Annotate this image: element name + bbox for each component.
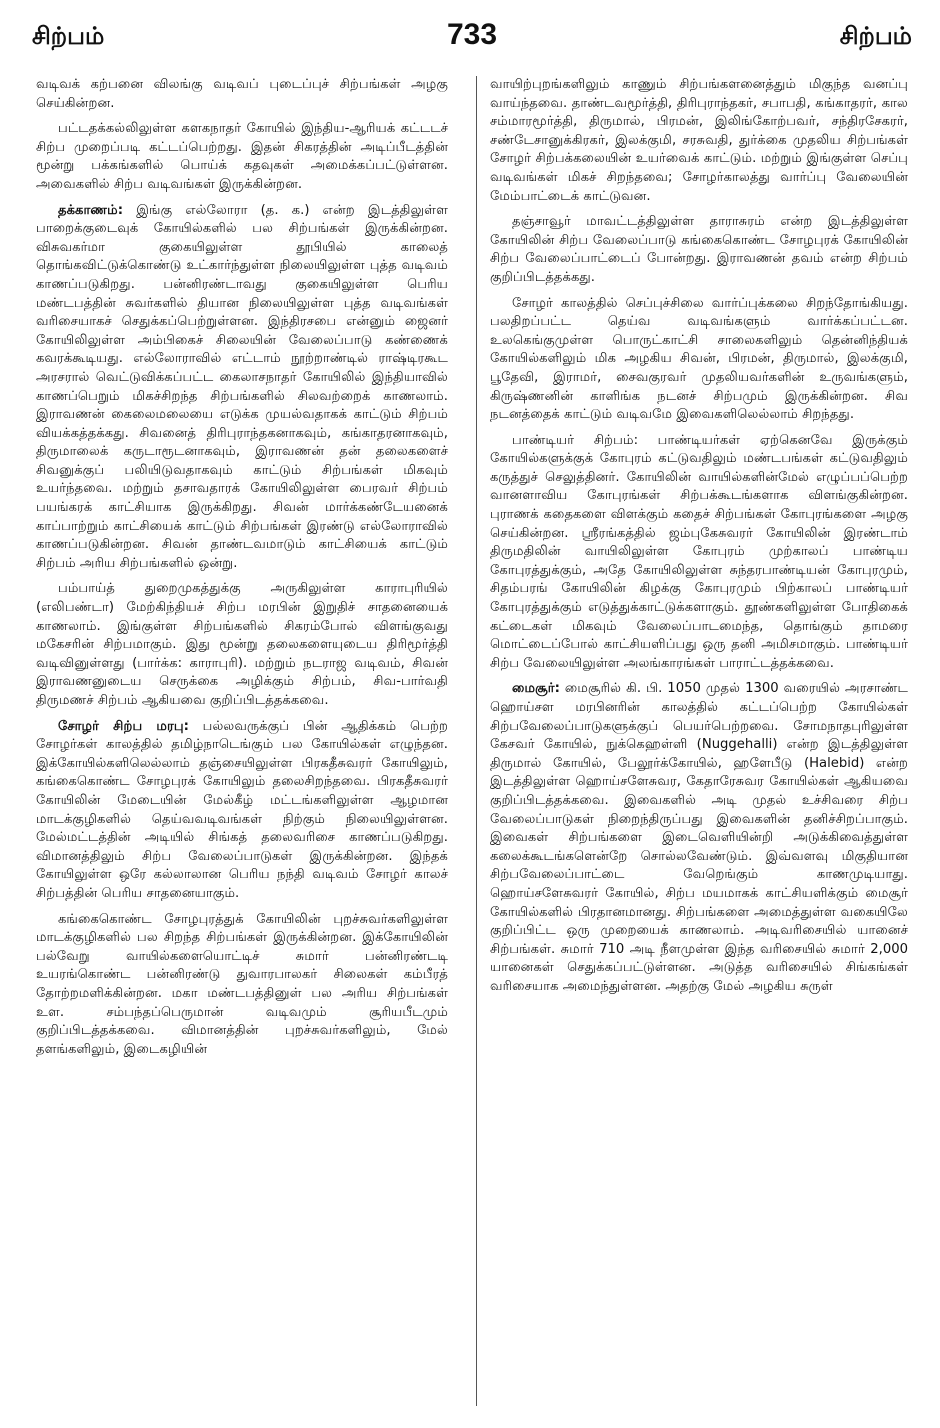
- paragraph: [36, 120, 448, 194]
- header-left-title: சிற்பம்: [32, 22, 105, 50]
- paragraph-text: இங்கு எல்லோரா (த. க.) என்ற இடத்திலுள்ள பாறைக்குடைவுக் கோயில்களில் பல சிற்பங்கள் இருக்கின்றன. விசுவகர்மா குகையிலுள்ள தூபியில் காலைத் தொங்கவிட்டுக்கொண்டு உட்கார்ந்துள்ள நிலையிலுள்ள புத்த வடிவம் காணப்படுகிறது. பன்னிரண்டாவது குகையிலுள்ள பெரிய மண்டபத்தின் சுவர்களில் தியான நிலையிலுள்ள புத்த வடிவங்கள் வரிசையாகச் செதுக்கப்பெற்றுள்ளன. இந்திரசபை என்னும் ஜைனர் கோயிலிலுள்ள அம்பிகைச் சிலையின் வேலைப்பாடு கண்ணைக் கவரக்கூடியது. எல்லோராவில் எட்டாம் நூற்றாண்டில் ராஷ்டிரகூட அரசரால் வெட்டுவிக்கப்பட்ட கைலாசநாதர் கோயிலில் இந்தியாவில் காணப்பெறும் மிகச்சிறந்த சிற்பங்களில் சிலவற்றைக் காணலாம். இராவணன் கைலைமலையை எடுக்க முயல்வதாகக் காட்டும் சிற்பம் வியக்கத்தக்கது. சிவனைத் திரிபுராந்தகனாகவும், கங்காதரனாகவும், திருமாலைக் கருடாரூடனாகவும், இராவணன் தன் தலைகளைச் சிவனுக்குப் பலியிடுவதாகவும் காட்டும் சிற்பங்கள் மிகவும் உயர்ந்தவை. மற்றும் தசாவதாரக் கோயிலிலுள்ள பைரவர் சிற்பம் பயங்கரக் காட்சியாக இருக்கிறது. சிவன் மார்க்கண்டேயனைக் காப்பாற்றும் காட்சியைக் காட்டும் சிற்பங்கள் இரண்டு எல்லோராவில் காணப்படுகின்றன. சிவன் தாண்டவமாடும் காட்சியைக் காட்டும் சிற்பம் அரிய சிற்பங்களில் ஒன்று.: [36, 202, 448, 571]
- paragraph: [490, 295, 908, 425]
- paragraph-text: தஞ்சாவூர் மாவட்டத்திலுள்ள தாராசுரம் என்ற இடத்திலுள்ள கோயிலின் சிற்ப வேலைப்பாடு கங்கைகொண்ட சோழபுரக் கோயிலின் சிற்ப வேலைப்பாட்டைப் போன்றது. இராவணன் தவம் என்ற சிற்பம் குறிப்பிடத்தக்கது.: [490, 214, 908, 285]
- right-column: [490, 76, 908, 1004]
- page-number: 733: [446, 18, 498, 51]
- paragraph: [490, 213, 908, 287]
- header-right-title: சிற்பம்: [839, 22, 912, 50]
- paragraph-text: சோழர் காலத்தில் செப்புச்சிலை வார்ப்புக்கலை சிறந்தோங்கியது. பலதிறப்பட்ட தெய்வ வடிவங்களும் வார்க்கப்பட்டன. உலகெங்குமுள்ள பொருட்காட்சி சாலைகளிலும் தென்னிந்தியக் கோயில்களிலும் மிக அழகிய சிவன், பிரமன், திருமால், இலக்குமி, பூதேவி, இராமர், சைவகுரவர் முதலியவர்களின் உருவங்களும், கிருஷ்ணனின் காளிங்க நடனச் சிற்பமும் இருக்கின்றன. சிவ நடனத்தைக் காட்டும் வடிவமே இவைகளிலெல்லாம் சிறந்தது.: [490, 295, 908, 423]
- paragraph-lead: தக்காணம்:: [58, 202, 124, 218]
- paragraph: [36, 580, 448, 710]
- page-header: [32, 18, 912, 62]
- paragraph-text: பம்பாய்த் துறைமுகத்துக்கு அருகிலுள்ள காராபுரியில் (எலிபண்டா) மேற்கிந்தியச் சிற்ப மரபின் இறுதிச் சாதனையைக் காணலாம். இங்குள்ள சிற்பங்களில் சிகரம்போல் விளங்குவது மகேசரின் சிற்பமாகும். இது மூன்று தலைகளையுடைய திரிமூர்த்தி வடிவினுள்ளது (பார்க்க: காராபுரி). மற்றும் நடராஜ வடிவம், சிவன் இராவணனுடைய செருக்கை அழிக்கும் சிற்பம், சிவ-பார்வதி திருமணச் சிற்பம் ஆகியவை குறிப்பிடத்தக்கவை.: [36, 581, 448, 708]
- paragraph: [36, 76, 448, 113]
- paragraph: [36, 718, 448, 904]
- paragraph-text: மைசூரில் கி. பி. 1050 முதல் 1300 வரையில் அரசாண்ட ஹொய்சள மரபினரின் காலத்தில் கட்டப்பெற்ற கோயில்கள் சிற்பவேலைப்பாடுகளுக்குப் பெயர்பெற்றவை. சோமநாதபுரிலுள்ள கேசவர் கோயில், நுக்கெஹள்ளி (Nuggehalli) என்ற இடத்திலுள்ள திருமால் கோயில், பேலூர்க்கோயில், ஹளேபீடு (Halebid) என்ற இடத்திலுள்ள ஹொய்சளேசுவர, கேதாரேசுவர கோயில்கள் ஆகியவை குறிப்பிடத்தக்கவை. இவைகளில் அடி முதல் உச்சிவரை சிற்ப வேலைப்பாடுகள் நிறைந்திருப்பது இவைகளின் தனிச்சிறப்பாகும். இவைகள் சிற்பங்களை இடைவெளியின்றி அடுக்கிவைத்துள்ள கலைக்கூடங்களென்றே சொல்லவேண்டும். இவ்வளவு மிகுதியான சிற்பவேலைப்பாட்டை வேறெங்கும் காணமுடியாது. ஹொய்சளேசுவரர் கோயில், சிற்ப மயமாகக் காட்சியளிக்கும் மைசூர் கோயில்களில் பிரதானமானது. சிற்பங்களை அமைத்துள்ள வகையிலே குறிப்பிட்ட ஒரு முறையைக் காணலாம். அடிவரிசையில் யானைச் சிற்பங்கள். சுமார் 710 அடி நீளமுள்ள இந்த வரிசையில் சுமார் 2,000 யானைகள் செதுக்கப்பட்டுள்ளன. அடுத்த வரிசையில் சிங்கங்கள் வரிசையாக அமைந்துள்ளன. அதற்கு மேல் அழகிய சுருள்: [490, 681, 908, 994]
- paragraph: [490, 432, 908, 674]
- paragraph: [490, 680, 908, 996]
- paragraph-lead: மைசூர்:: [512, 681, 560, 697]
- column-divider: [476, 76, 477, 1406]
- left-column: [36, 76, 448, 1066]
- paragraph: [36, 202, 448, 574]
- paragraph-text: பட்டதக்கல்லிலுள்ள களகநாதர் கோயில் இந்திய-ஆரியக் கட்டடச் சிற்ப முறைப்படி கட்டப்பெற்றது. இதன் சிகரத்தின் அடிப்பீடத்தின் மூன்று பக்கங்களில் பொய்க் கதவுகள் அமைக்கப்பட்டுள்ளன. அவைகளில் சிற்ப வடிவங்கள் இருக்கின்றன.: [36, 121, 448, 192]
- paragraph-text: பல்லவருக்குப் பின் ஆதிக்கம் பெற்ற சோழர்கள் காலத்தில் தமிழ்நாடெங்கும் பல கோயில்கள் எழுந்தன. இக்கோயில்களிலெல்லாம் தஞ்சையிலுள்ள பிரகதீசுவரர் கோயிலும், கங்கைகொண்ட சோழபுரக் கோயிலும் தலைசிறந்தவை. பிரகதீசுவரர் கோயிலின் மேடையின் மேல்கீழ் மட்டங்களிலுள்ள ஆழமான மாடக்குழிகளில் தெய்வவடிவங்கள் நிற்கும் நிலையிலுள்ளன. மேல்மட்டத்தின் அடியில் சிங்கத் தலைவரிசை காணப்படுகிறது. விமானத்திலும் சிற்ப வேலைப்பாடுகள் இருக்கின்றன. இந்தக் கோயிலுள்ள ஒரே கல்லாலான பெரிய நந்தி வடிவம் சோழர் காலச் சிற்பத்தின் பெரிய சாதனையாகும்.: [36, 718, 448, 901]
- paragraph: [36, 911, 448, 1060]
- paragraph-text: பாண்டியர் சிற்பம்: பாண்டியர்கள் ஏற்கெனவே இருக்கும் கோயில்களுக்குக் கோபுரம் கட்டுவதிலும் மண்டபங்கள் கட்டுவதிலும் கருத்துச் செலுத்தினர். கோயிலின் வாயில்களின்மேல் எழுப்பப்பெற்ற வானளாவிய கோபுரங்கள் சிற்பக்கூடங்களாக விளங்குகின்றன. புராணக் கதைகளை விளக்கும் கதைச் சிற்பங்கள் கோபுரங்களை அழகு செய்கின்றன. ஸ்ரீரங்கத்தில் ஜம்புகேசுவரர் கோயிலின் இரண்டாம் திருமதிலின் வாயிலிலுள்ள கோபுரம் முற்காலப் பாண்டிய கோபுரத்துக்கும், அதே கோயிலிலுள்ள சுந்தரபாண்டியன் கோபுரமும், சிதம்பரங் கோயிலின் கிழக்கு கோபுரமும் பிற்காலப் பாண்டியர் கோபுரத்துக்கும் எடுத்துக்காட்டுக்களாகும். தூண்களிலுள்ள போதிகைக் கட்டைகள் மிகவும் வேலைப்பாடமைந்த, தொங்கும் தாமரை மொட்டைப்போல் காட்சியளிப்பது ஒரு தனி அமிசமாகும். பாண்டியர் சிற்ப வேலையிலுள்ள அலங்காரங்கள் பாராட்டத்தக்கவை.: [490, 432, 908, 671]
- paragraph-lead: சோழர் சிற்ப மரபு:: [58, 718, 189, 734]
- paragraph-text: வாயிற்புறங்களிலும் காணும் சிற்பங்களனைத்தும் மிகுந்த வனப்பு வாய்ந்தவை. தாண்டவமூர்த்தி, திரிபுராந்தகர், சபாபதி, கங்காதரர், கால சம்மாரமூர்த்தி, திருமால், பிரமன், இலிங்கோற்பவர், சந்திரசேகரர், சண்டேசானுக்கிரகர், இலக்குமி, சரசுவதி, துர்க்கை முதலிய சிற்பங்கள் சோழர் சிற்பக்கலையின் உயர்வைக் காட்டும். மற்றும் இங்குள்ள செப்பு வடிவங்கள் மிகச் சிறந்தவை; சோழர்காலத்து வார்ப்பு வேலையின் மேம்பாட்டைக் காட்டுவன.: [490, 77, 908, 204]
- paragraph: [490, 76, 908, 206]
- paragraph-text: கங்கைகொண்ட சோழபுரத்துக் கோயிலின் புறச்சுவர்களிலுள்ள மாடக்குழிகளில் பல சிறந்த சிற்பங்கள் இருக்கின்றன. இக்கோயிலின் பல்வேறு வாயில்களையொட்டிச் சுமார் பன்னிரண்டடி உயரங்கொண்ட பன்னிரண்டு துவாரபாலகர் சிலைகள் கம்பீரத் தோற்றமளிக்கின்றன. மகா மண்டபத்தினுள் பல அரிய சிற்பங்கள் உள. சம்பந்தப்பெருமான் வடிவமும் சூரியபீடமும் குறிப்பிடத்தக்கவை. விமானத்தின் புறச்சுவர்களிலும், மேல் தளங்களிலும், இடைகழியின்: [36, 911, 448, 1057]
- paragraph-text: வடிவக் கற்பனை விலங்கு வடிவப் புடைப்புச் சிற்பங்கள் அழகு செய்கின்றன.: [36, 77, 448, 111]
